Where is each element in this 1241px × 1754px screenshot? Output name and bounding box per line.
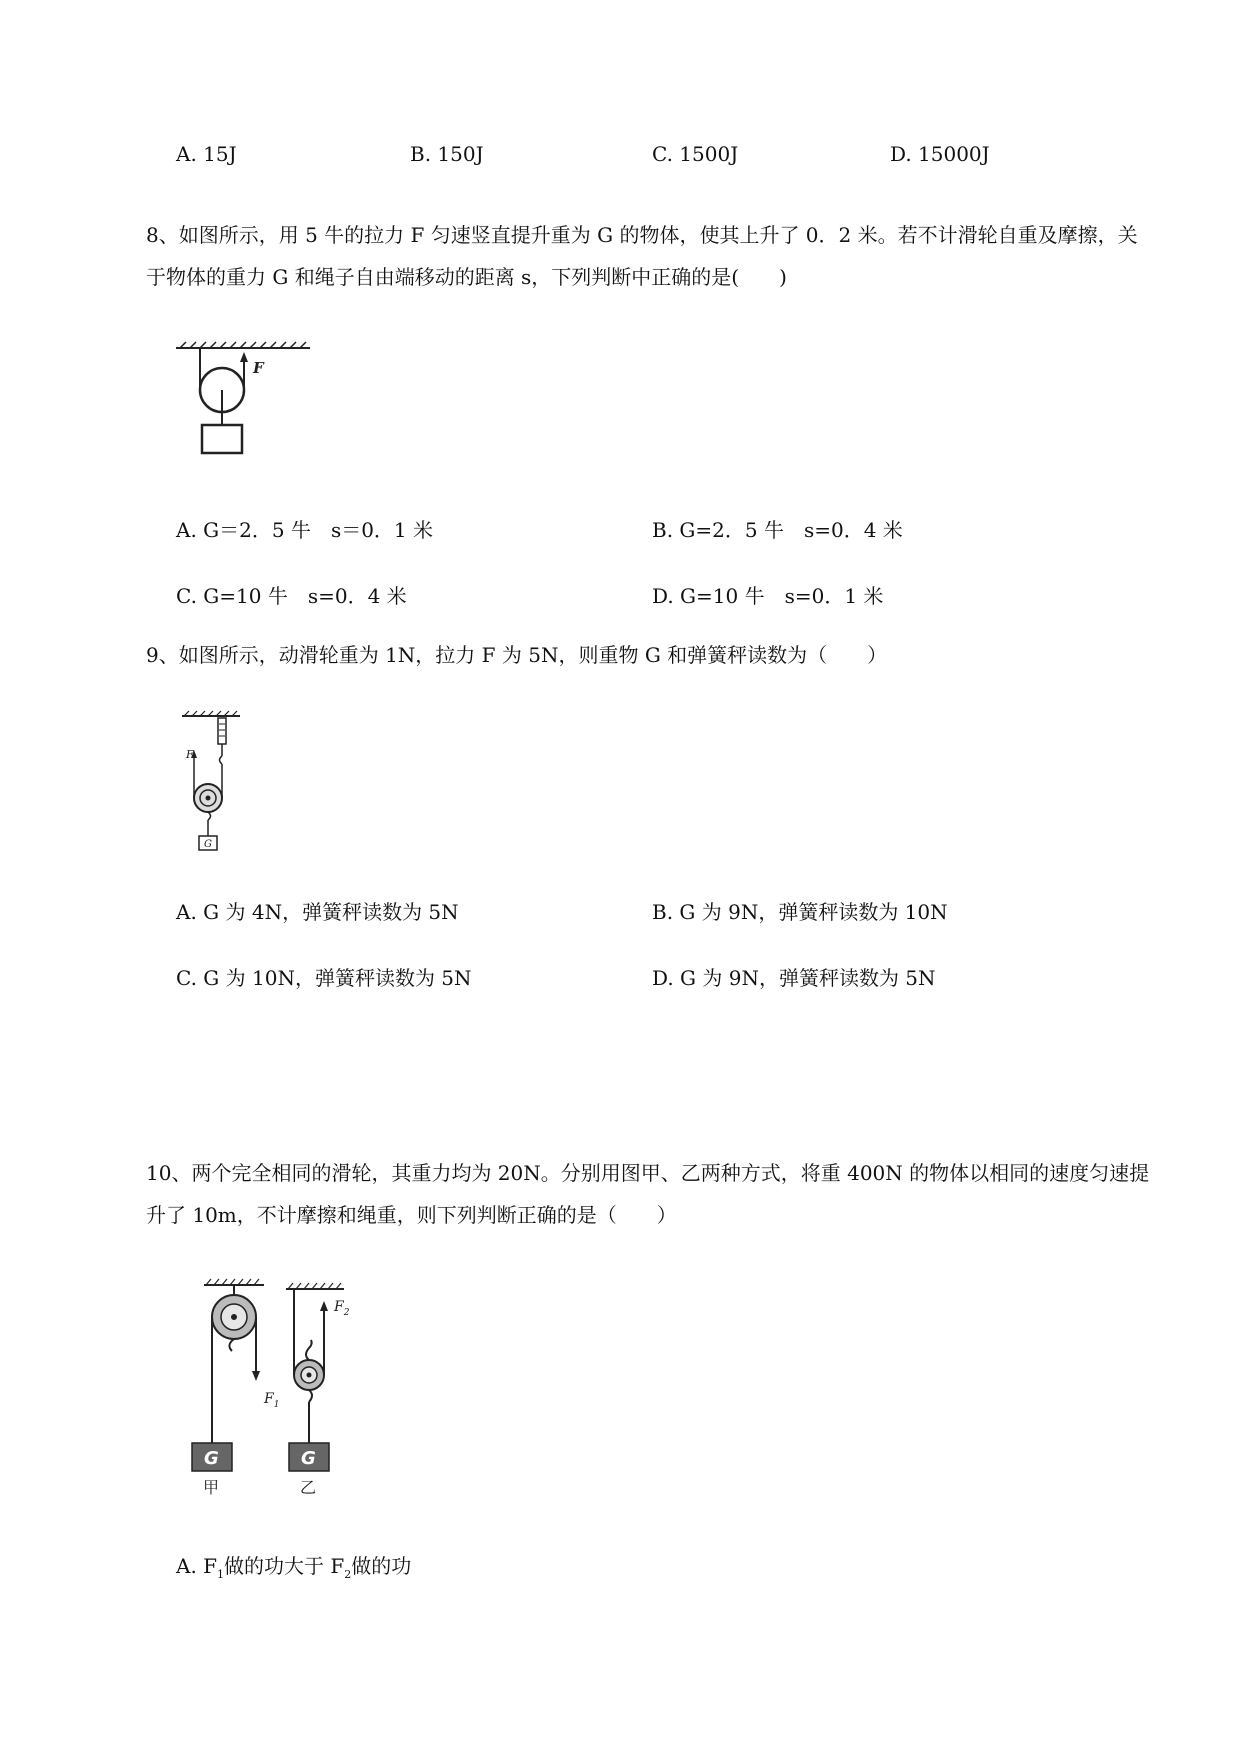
q8-option-d[interactable]: D. G=10 牛 s=0．1 米 <box>652 584 884 608</box>
q10-f2-label: $F_2$ <box>334 1299 350 1318</box>
q10-question-text: 10、两个完全相同的滑轮，其重力均为 20N。分别用图甲、乙两种方式，将重 400N 的物体以相同的速度匀速提升了 10m，不计摩擦和绳重，则下列判断正确的是（ ） <box>146 1161 1150 1227</box>
q10-f1-label: $F_1$ <box>264 1391 280 1410</box>
q10-yi-label: 乙 <box>300 1478 317 1497</box>
q9-option-a[interactable]: A. G 为 4N，弹簧秤读数为 5N <box>176 900 459 924</box>
q8-pulley-figure <box>170 340 320 470</box>
q7-option-b[interactable]: B. 150J <box>410 142 484 166</box>
q7-option-a[interactable]: A. 15J <box>176 142 237 166</box>
q9-weight-label: G <box>204 839 212 850</box>
q10-option-a-suffix: 做的功 <box>351 1554 412 1578</box>
q8-option-c[interactable]: C. G=10 牛 s=0．4 米 <box>176 584 407 608</box>
q7-option-c[interactable]: C. 1500J <box>652 142 739 166</box>
q8-option-a[interactable]: A. G＝2．5 牛 s＝0．1 米 <box>176 518 434 542</box>
q9-pulley-figure <box>180 710 260 860</box>
q7-option-d[interactable]: D. 15000J <box>890 142 990 166</box>
q10-yi-weight-label: G <box>301 1448 316 1469</box>
q10-jia-label: 甲 <box>203 1478 220 1497</box>
q9-question-text: 9、如图所示，动滑轮重为 1N，拉力 F 为 5N，则重物 G 和弹簧秤读数为（ ） <box>146 643 888 667</box>
q10-option-a-prefix: A. F <box>176 1554 218 1578</box>
q10-option-a-sub2: 2 <box>344 1568 352 1581</box>
q10-pulley-figure <box>190 1275 390 1505</box>
q8-question-text: 8、如图所示，用 5 牛的拉力 F 匀速竖直提升重为 G 的物体，使其上升了 0．2 米。若不计滑轮自重及摩擦，关于物体的重力 G 和绳子自由端移动的距离 s，下列判断中正确的是( ) <box>146 223 1138 289</box>
q9-option-c[interactable]: C. G 为 10N，弹簧秤读数为 5N <box>176 966 472 990</box>
q8-option-b[interactable]: B. G=2．5 牛 s=0．4 米 <box>652 518 903 542</box>
q9-force-label: F <box>186 748 194 761</box>
q10-option-a-mid: 做的功大于 F <box>224 1554 345 1578</box>
q8-force-label: F <box>253 359 264 377</box>
q9-option-d[interactable]: D. G 为 9N，弹簧秤读数为 5N <box>652 966 936 990</box>
q10-option-a-sub1: 1 <box>217 1568 225 1581</box>
q10-option-a[interactable] <box>176 1550 411 1581</box>
q10-jia-weight-label: G <box>204 1448 219 1469</box>
q9-option-b[interactable]: B. G 为 9N，弹簧秤读数为 10N <box>652 900 948 924</box>
